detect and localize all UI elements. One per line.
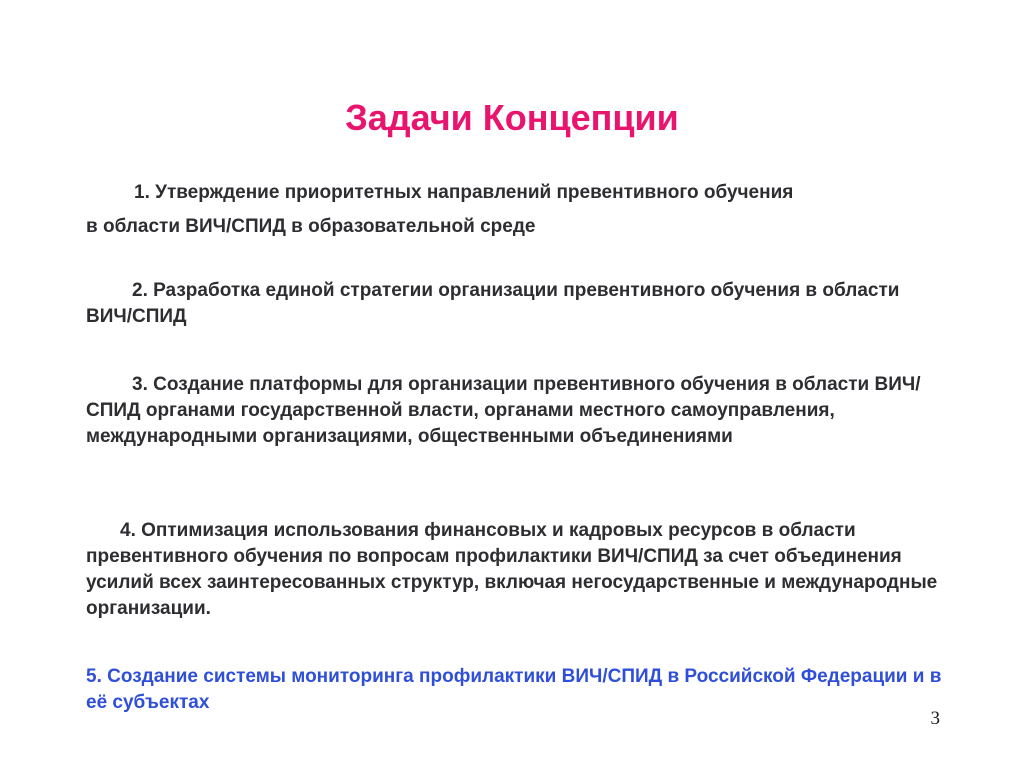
- page-number: 3: [930, 708, 940, 729]
- task-item-4: 4. Оптимизация использования финансовых и кадровых ресурсов в области превентивного обучения по вопросам профилактики ВИЧ/СПИД за счет объединения усилий всех заинтересованных структур, включая негосударственные и международные организации.: [86, 520, 938, 619]
- task-item-2: 2. Разработка единой стратегии организации превентивного обучения в области ВИЧ/СПИД: [86, 280, 900, 327]
- task-item-1-line2: в области ВИЧ/СПИД в образовательной среде: [86, 216, 536, 237]
- task-item-5: 5. Создание системы мониторинга профилактики ВИЧ/СПИД в Российской Федерации и в её субъектах: [86, 666, 942, 713]
- task-item-1-line1: 1. Утверждение приоритетных направлений превентивного обучения: [134, 182, 794, 203]
- task-item-1: [86, 180, 946, 240]
- slide-title: Задачи Концепции: [345, 97, 679, 138]
- task-item-3: 3. Создание платформы для организации превентивного обучения в области ВИЧ/СПИД органами государственной власти, органами местного самоуправления, международными организациями, общественными объединениями: [86, 374, 921, 447]
